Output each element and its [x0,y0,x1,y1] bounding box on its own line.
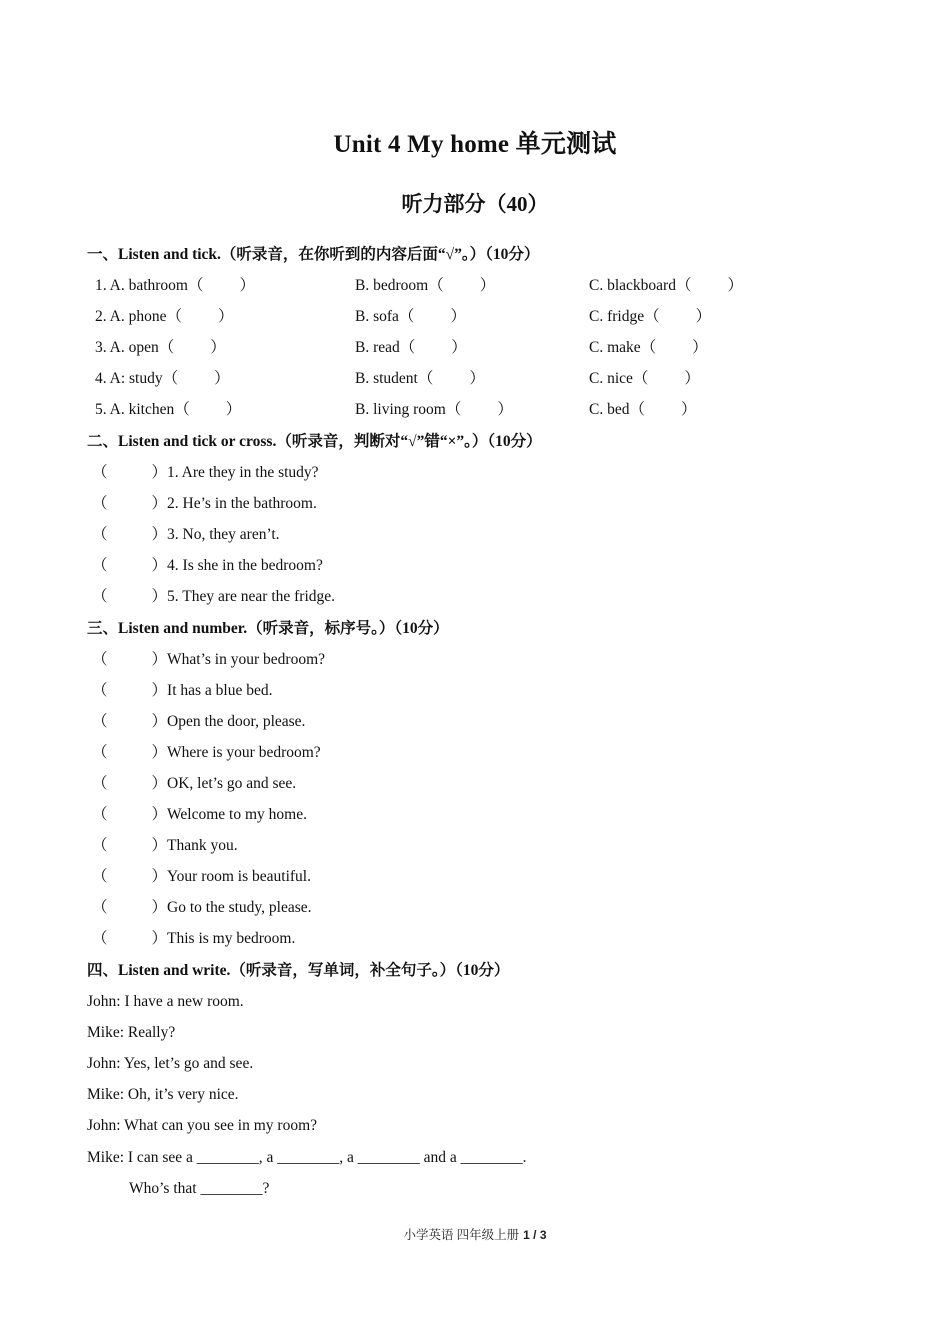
section3-heading: 三、Listen and number.（听录音，标序号。）（10分） [87,620,449,637]
answer-paren-close: ） [151,713,168,730]
option-b [355,400,513,420]
answer-paren-close: ） [151,899,168,916]
dialogue-line: Mike: Really? [87,1024,176,1041]
question-text: 2. He’s in the bathroom. [167,495,317,512]
option-text: 2. A. phone [95,308,167,325]
question-item [92,774,296,794]
answer-paren-close: ） [692,339,708,356]
answer-paren-open[interactable]: （ [92,682,108,699]
option-c [589,307,711,327]
option-text: B. bedroom [355,277,429,294]
answer-paren-open[interactable]: （ [398,308,415,325]
question-item [92,743,321,763]
section2-heading: 二、Listen and tick or cross.（听录音，判断对“√”错“×”。）（10分） [87,433,542,450]
question-text: Where is your bedroom? [167,744,321,761]
answer-paren-open[interactable]: （ [92,744,108,761]
answer-paren-open[interactable]: （ [162,370,179,387]
question-item [92,650,325,670]
answer-paren-close: ） [151,837,168,854]
answer-paren-close: ） [450,308,466,325]
question-item [92,556,323,576]
question-item [92,681,272,701]
option-a [95,369,230,389]
option-a [95,307,234,327]
answer-paren-open[interactable]: （ [92,464,108,481]
option-a [95,400,241,420]
answer-paren-open[interactable]: （ [399,339,416,356]
answer-paren-open[interactable]: （ [92,651,108,668]
answer-paren-close: ） [151,526,168,543]
answer-paren-open[interactable]: （ [92,526,108,543]
page-title: Unit 4 My home 单元测试 [333,131,617,158]
answer-paren-close: ） [479,277,496,294]
option-b [355,276,495,296]
answer-paren-open[interactable]: （ [188,277,204,294]
answer-paren-open[interactable]: （ [92,899,108,916]
dialogue-line: Who’s that ________? [129,1180,270,1197]
question-item [92,587,335,607]
option-text: B. read [355,339,400,356]
answer-paren-close: ） [151,464,168,481]
question-item [92,898,312,918]
option-text: 4. A: study [95,370,163,387]
section1-heading: 一、Listen and tick.（听录音，在你听到的内容后面“√”。）（10分） [87,246,540,263]
answer-paren-close: ） [680,401,697,418]
answer-paren-open[interactable]: （ [675,277,692,294]
answer-paren-close: ） [151,495,168,512]
answer-paren-close: ） [151,930,168,947]
question-item [92,463,319,483]
answer-paren-open[interactable]: （ [92,557,108,574]
answer-paren-open[interactable]: （ [166,308,182,325]
option-c [589,400,697,420]
page-footer [0,1225,950,1243]
option-a [95,276,255,296]
answer-paren-open[interactable]: （ [92,495,108,512]
answer-paren-close: ） [210,339,226,356]
option-c [589,369,700,389]
answer-paren-close: ） [469,370,485,387]
answer-paren-open[interactable]: （ [92,588,108,605]
answer-paren-close: ） [151,588,168,605]
answer-paren-close: ） [225,401,242,418]
question-text: Go to the study, please. [167,899,312,916]
answer-paren-open[interactable]: （ [428,277,444,294]
answer-paren-close: ） [214,370,230,387]
dialogue-line: Mike: Oh, it’s very nice. [87,1086,239,1103]
answer-paren-open[interactable]: （ [632,370,649,387]
answer-paren-close: ） [151,868,168,885]
option-b [355,338,467,358]
answer-paren-open[interactable]: （ [640,339,657,356]
section4-heading: 四、Listen and write.（听录音，写单词，补全句子。）（10分） [87,962,510,979]
option-a [95,338,226,358]
question-text: What’s in your bedroom? [167,651,326,668]
option-text: C. bed [589,401,630,418]
footer-text: 小学英语 四年级上册 [403,1228,520,1242]
question-item [92,867,311,887]
answer-paren-close: ） [217,308,234,325]
answer-paren-close: ） [684,370,700,387]
answer-paren-open[interactable]: （ [92,775,108,792]
answer-paren-open[interactable]: （ [158,339,175,356]
option-text: 1. A. bathroom [95,277,188,294]
answer-paren-open[interactable]: （ [417,370,434,387]
question-item [92,805,307,825]
question-item [92,712,305,732]
dialogue-line: John: Yes, let’s go and see. [87,1055,254,1072]
answer-paren-open[interactable]: （ [445,401,462,418]
answer-paren-close: ） [151,651,168,668]
option-text: C. fridge [589,308,645,325]
question-text: 4. Is she in the bedroom? [167,557,323,574]
question-item [92,836,238,856]
option-text: 5. A. kitchen [95,401,175,418]
answer-paren-open[interactable]: （ [92,930,108,947]
question-item [92,525,280,545]
answer-paren-close: ） [497,401,513,418]
page-number: 1 / 3 [523,1228,547,1242]
option-text: C. blackboard [589,277,676,294]
question-text: Welcome to my home. [167,806,307,823]
option-c [589,338,708,358]
dialogue-line: John: What can you see in my room? [87,1117,318,1134]
option-text: C. make [589,339,641,356]
option-text: B. sofa [355,308,399,325]
option-text: B. student [355,370,418,387]
dialogue-line: Mike: I can see a ________, a ________, a ________ and a ________. [87,1149,527,1166]
answer-paren-close: ） [695,308,712,325]
answer-paren-open[interactable]: （ [174,401,190,418]
page-subtitle: 听力部分（40） [401,192,549,216]
answer-paren-close: ） [151,775,168,792]
question-item [92,929,295,949]
answer-paren-open[interactable]: （ [629,401,645,418]
question-text: OK, let’s go and see. [167,775,297,792]
dialogue-line: John: I have a new room. [87,993,244,1010]
question-text: 3. No, they aren’t. [167,526,280,543]
question-text: It has a blue bed. [167,682,273,699]
option-c [589,276,743,296]
answer-paren-close: ） [727,277,743,294]
question-text: 1. Are they in the study? [167,464,319,481]
option-text: B. living room [355,401,446,418]
question-text: 5. They are near the fridge. [167,588,336,605]
question-text: Your room is beautiful. [167,868,311,885]
question-text: Open the door, please. [167,713,306,730]
answer-paren-open[interactable]: （ [92,837,108,854]
answer-paren-open[interactable]: （ [92,806,108,823]
answer-paren-open[interactable]: （ [92,868,108,885]
answer-paren-open[interactable]: （ [644,308,660,325]
answer-paren-close: ） [151,557,168,574]
option-text: 3. A. open [95,339,159,356]
option-b [355,369,485,389]
question-item [92,494,317,514]
answer-paren-close: ） [451,339,467,356]
answer-paren-close: ） [151,682,168,699]
answer-paren-close: ） [239,277,256,294]
answer-paren-close: ） [151,806,168,823]
option-b [355,307,466,327]
question-text: Thank you. [167,837,238,854]
answer-paren-close: ） [151,744,168,761]
option-text: C. nice [589,370,633,387]
answer-paren-open[interactable]: （ [92,713,108,730]
question-text: This is my bedroom. [167,930,296,947]
